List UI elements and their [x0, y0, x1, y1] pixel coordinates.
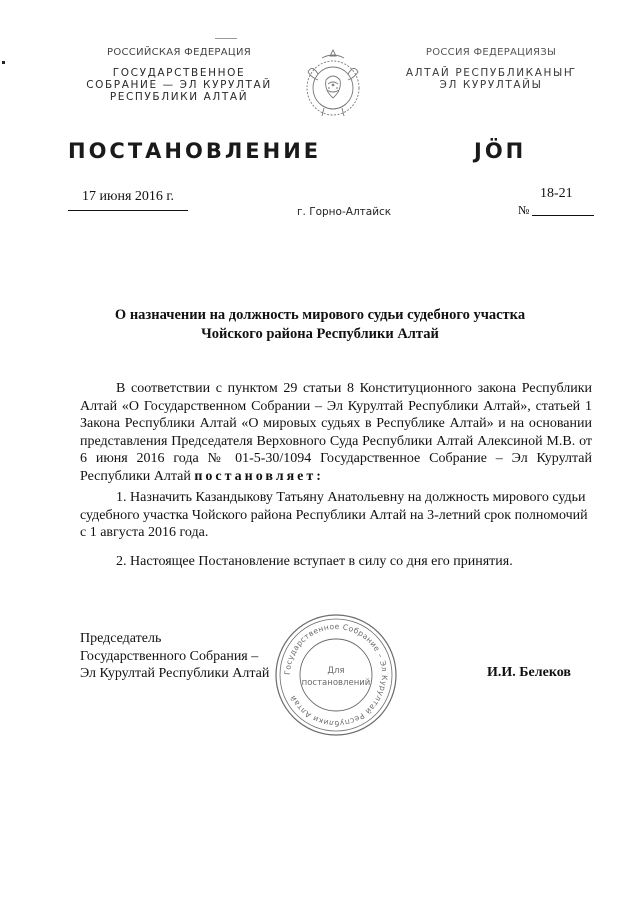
- header-left-org-line1: ГОСУДАРСТВЕННОЕ: [112, 67, 246, 79]
- decides-word: постановляет:: [194, 468, 324, 484]
- preamble-text: В соответствии с пунктом 29 статьи 8 Конституционного закона Республики Алтай «О Государственном Собрании – Эл Курултай Республики Алтай», статьей 1 Закона Республики Алтай «О мировых судьях в Республике Алтай» и на основании представления Председателя Верховного Суда Республики Алтай Алексиной М.В. от 6 июня 2016 года № 01-5-30/1094 Государственное Собрание – Эл Курултай Республики Алтай: [80, 381, 592, 484]
- header-right-federation: РОССИЯ ФЕДЕРАЦИЯЗЫ: [425, 47, 557, 58]
- stamp-center-line2: постановлений: [301, 678, 371, 688]
- signatory-line3: Эл Курултай Республики Алтай: [80, 666, 270, 681]
- preamble-paragraph: [80, 380, 592, 485]
- header-right-org: [392, 67, 590, 91]
- signatory-title: [80, 630, 269, 683]
- resolution-body: [80, 380, 592, 570]
- resolution-heading-line1: О назначении на должность мирового судьи судебного участка: [114, 307, 526, 323]
- resolution-heading: [80, 306, 560, 344]
- header-left-org: [85, 67, 273, 103]
- header-right-org-line1: АЛТАЙ РЕСПУБЛИКАНЫҤ: [405, 67, 577, 79]
- header-left-org-line3: РЕСПУБЛИКИ АЛТАЙ: [109, 91, 249, 103]
- resolution-heading-line2: Чойского района Республики Алтай: [201, 326, 439, 342]
- document-number: 18-21: [540, 186, 573, 201]
- document-type-altai: ЈӦП: [474, 139, 527, 163]
- signatory-line1: Председатель: [80, 631, 162, 646]
- resolution-item-1: 1. Назначить Казандыкову Татьяну Анатольевну на должность мирового судьи судебного участка Чойского района Республики Алтай на 3-летний срок полномочий с 1 августа 2016 года.: [80, 490, 588, 540]
- document-city: г. Горно-Алтайск: [297, 206, 392, 218]
- document-date: 17 июня 2016 г.: [82, 189, 175, 204]
- document-type-russian: ПОСТАНОВЛЕНИЕ: [68, 139, 322, 163]
- header-left-org-line2: СОБРАНИЕ — ЭЛ КУРУЛТАЙ: [86, 79, 272, 91]
- signatory-line2: Государственного Собрания –: [80, 648, 259, 664]
- scan-artifact-dot: [2, 61, 5, 64]
- signatory-name: И.И. Белеков: [487, 665, 571, 680]
- header-left-russian: [85, 47, 273, 103]
- resolution-item-2: 2. Настоящее Постановление вступает в силу со дня его принятия.: [116, 553, 513, 569]
- header-left-federation: РОССИЙСКАЯ ФЕДЕРАЦИЯ: [107, 47, 251, 58]
- official-seal-stamp: [272, 611, 400, 739]
- stamp-center-line1: Для: [327, 666, 345, 676]
- number-underline: [532, 215, 594, 216]
- stamp-ring-text: Государственное Собрание – Эл Курултай Республики Алтай: [282, 621, 390, 729]
- number-sign: №: [518, 203, 530, 217]
- date-underline: [68, 210, 188, 211]
- header-right-org-line2: ЭЛ КУРУЛТАЙЫ: [439, 79, 543, 91]
- scan-artifact-dash: [215, 38, 237, 39]
- coat-of-arms-emblem: [300, 44, 366, 120]
- header-right-altai: [392, 47, 590, 91]
